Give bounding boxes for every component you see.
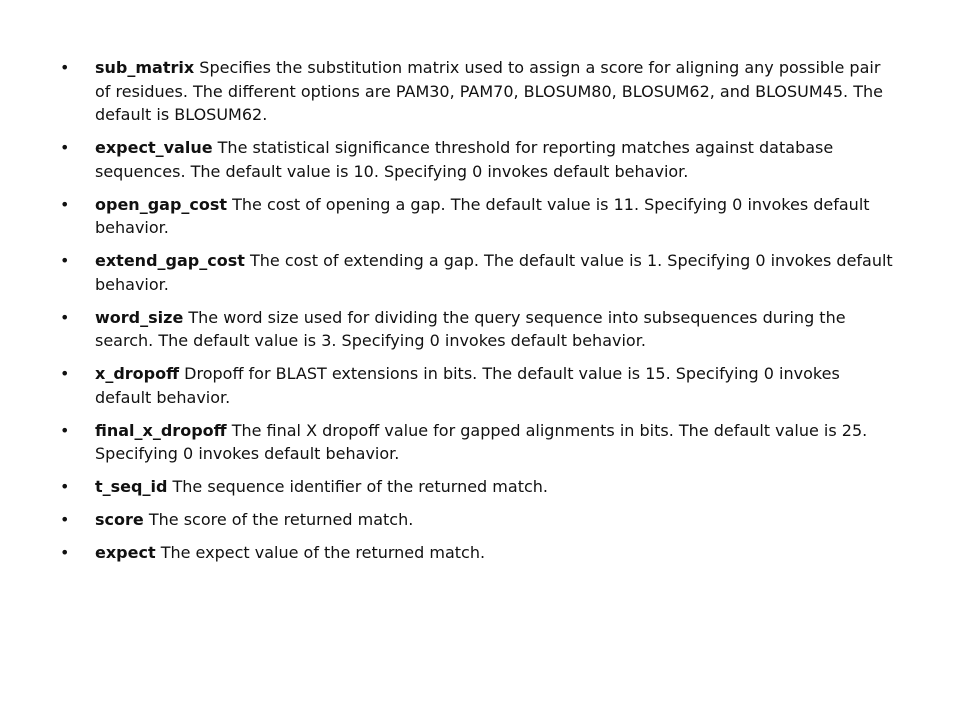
list-item-expect: [60, 541, 900, 565]
bullet-icon: •: [60, 58, 70, 77]
term-description: The sequence identifier of the returned match.: [172, 477, 548, 496]
term-description: The final X dropoff value for gapped alignments in bits. The default value is 25. Specifying 0 invokes default behavior.: [95, 420, 868, 463]
term-description: The cost of opening a gap. The default value is 11. Specifying 0 invokes default behavior.: [95, 194, 870, 237]
list-item-final-x-dropoff: [60, 419, 900, 466]
list-item-x-dropoff: [60, 362, 900, 409]
term-description: The score of the returned match.: [148, 510, 414, 529]
term-label: expect: [95, 543, 156, 562]
bullet-icon: •: [60, 251, 70, 270]
bullet-icon: •: [60, 477, 70, 496]
term-label: sub_matrix: [95, 58, 195, 77]
list-item-score: [60, 508, 900, 532]
bullet-icon: •: [60, 510, 70, 529]
term-label: expect_value: [95, 138, 213, 157]
list-item-extend-gap-cost: [60, 249, 900, 296]
list-item-open-gap-cost: [60, 193, 900, 240]
list-item-word-size: [60, 306, 900, 353]
term-description: The cost of extending a gap. The default value is 1. Specifying 0 invokes default behavior.: [95, 251, 893, 294]
term-description: The statistical significance threshold for reporting matches against database sequences. The default value is 10. Specifying 0 invokes default behavior.: [95, 138, 834, 181]
bullet-icon: •: [60, 194, 70, 214]
parameter-list: [60, 56, 900, 574]
term-description: Dropoff for BLAST extensions in bits. The default value is 15. Specifying 0 invokes default behavior.: [95, 364, 840, 407]
term-label: x_dropoff: [95, 364, 180, 383]
term-description: The word size used for dividing the query sequence into subsequences during the search. The default value is 3. Specifying 0 invokes default behavior.: [95, 307, 846, 350]
term-label: word_size: [95, 307, 184, 327]
term-description: Specifies the substitution matrix used to assign a score for aligning any possible pair of residues. The different options are PAM30, PAM70, BLOSUM80, BLOSUM62, and BLOSUM45. The default is BLOSUM62.: [95, 58, 883, 124]
term-label: open_gap_cost: [95, 194, 228, 214]
term-label: final_x_dropoff: [95, 420, 227, 440]
bullet-icon: •: [60, 307, 70, 327]
term-description: The expect value of the returned match.: [160, 543, 486, 562]
bullet-icon: •: [60, 543, 70, 562]
list-item-sub-matrix: [60, 56, 900, 127]
list-item-t-seq-id: [60, 475, 900, 499]
term-label: extend_gap_cost: [95, 251, 245, 270]
bullet-icon: •: [60, 364, 70, 383]
bullet-icon: •: [60, 420, 70, 440]
term-label: t_seq_id: [95, 477, 168, 496]
list-item-expect-value: [60, 136, 900, 183]
term-label: score: [95, 510, 144, 529]
bullet-icon: •: [60, 138, 70, 157]
